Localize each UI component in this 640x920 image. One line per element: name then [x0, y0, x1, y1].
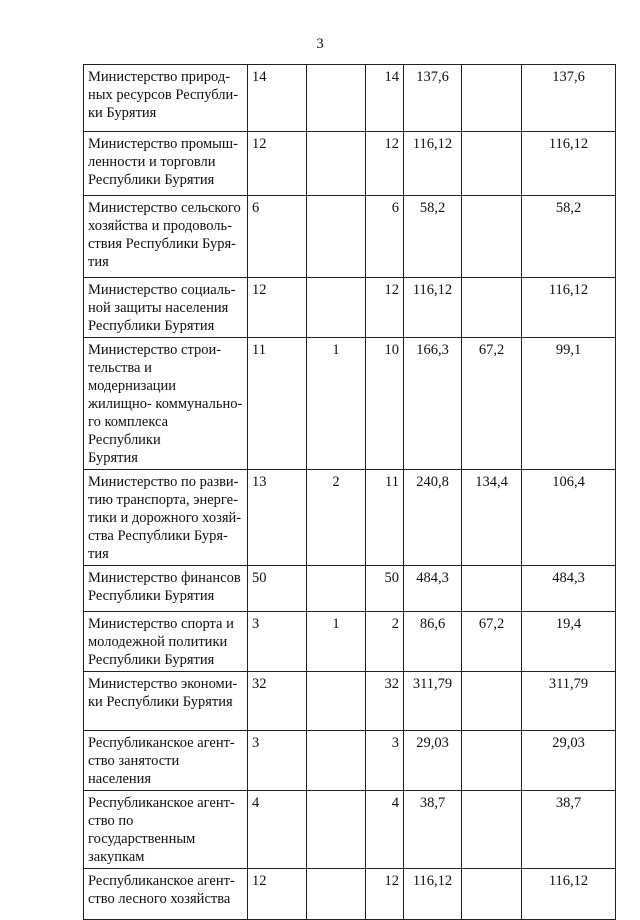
- total-cell: 3: [248, 731, 307, 791]
- total-cell: 11: [248, 338, 307, 470]
- table-row: [84, 65, 616, 132]
- deducted-cell: [307, 672, 366, 731]
- sum-deducted-cell: [462, 278, 522, 338]
- deducted-cell: 2: [307, 470, 366, 566]
- sum-cell: 38,7: [404, 791, 462, 869]
- row-name: Министерство социаль- ной защиты населения Республики Бурятия: [84, 278, 248, 338]
- sum-deducted-cell: [462, 731, 522, 791]
- final-sum-cell: 484,3: [522, 566, 616, 612]
- sum-cell: 311,79: [404, 672, 462, 731]
- final-sum-cell: 311,79: [522, 672, 616, 731]
- remaining-cell: 32: [366, 672, 404, 731]
- table-row: [84, 791, 616, 869]
- row-name: Министерство сельского хозяйства и продоволь- ствия Республики Буря- тия: [84, 196, 248, 278]
- row-name: Министерство природ- ных ресурсов Республи- ки Бурятия: [84, 65, 248, 132]
- deducted-cell: [307, 731, 366, 791]
- total-cell: 12: [248, 278, 307, 338]
- total-cell: 6: [248, 196, 307, 278]
- sum-cell: 166,3: [404, 338, 462, 470]
- allocation-table: [83, 64, 616, 920]
- total-cell: 32: [248, 672, 307, 731]
- total-cell: 3: [248, 612, 307, 672]
- sum-cell: 116,12: [404, 132, 462, 196]
- sum-deducted-cell: [462, 196, 522, 278]
- table-row: [84, 566, 616, 612]
- final-sum-cell: 137,6: [522, 65, 616, 132]
- remaining-cell: 12: [366, 869, 404, 920]
- remaining-cell: 10: [366, 338, 404, 470]
- sum-deducted-cell: [462, 65, 522, 132]
- table-row: [84, 731, 616, 791]
- sum-deducted-cell: 134,4: [462, 470, 522, 566]
- final-sum-cell: 116,12: [522, 869, 616, 920]
- total-cell: 50: [248, 566, 307, 612]
- sum-deducted-cell: [462, 566, 522, 612]
- sum-cell: 29,03: [404, 731, 462, 791]
- deducted-cell: [307, 132, 366, 196]
- table-row: [84, 470, 616, 566]
- final-sum-cell: 29,03: [522, 731, 616, 791]
- sum-deducted-cell: [462, 132, 522, 196]
- final-sum-cell: 116,12: [522, 278, 616, 338]
- row-name: Министерство строи- тельства и модернизации жилищно- коммунально- го комплекса Республики Бурятия: [84, 338, 248, 470]
- row-name: Министерство по разви- тию транспорта, энерге- тики и дорожного хозяй- ства Республики Буря- тия: [84, 470, 248, 566]
- total-cell: 13: [248, 470, 307, 566]
- deducted-cell: [307, 791, 366, 869]
- row-name: Министерство спорта и молодежной политики Республики Бурятия: [84, 612, 248, 672]
- remaining-cell: 6: [366, 196, 404, 278]
- final-sum-cell: 38,7: [522, 791, 616, 869]
- deducted-cell: [307, 566, 366, 612]
- table-row: [84, 612, 616, 672]
- table-row: [84, 196, 616, 278]
- sum-cell: 116,12: [404, 278, 462, 338]
- final-sum-cell: 99,1: [522, 338, 616, 470]
- table-row: [84, 132, 616, 196]
- table-row: [84, 338, 616, 470]
- remaining-cell: 3: [366, 731, 404, 791]
- total-cell: 14: [248, 65, 307, 132]
- total-cell: 4: [248, 791, 307, 869]
- remaining-cell: 50: [366, 566, 404, 612]
- sum-cell: 137,6: [404, 65, 462, 132]
- sum-cell: 58,2: [404, 196, 462, 278]
- total-cell: 12: [248, 132, 307, 196]
- sum-deducted-cell: [462, 672, 522, 731]
- sum-deducted-cell: 67,2: [462, 338, 522, 470]
- sum-deducted-cell: [462, 791, 522, 869]
- deducted-cell: [307, 65, 366, 132]
- final-sum-cell: 106,4: [522, 470, 616, 566]
- table-body: [84, 65, 616, 920]
- table-row: [84, 278, 616, 338]
- deducted-cell: [307, 278, 366, 338]
- remaining-cell: 12: [366, 278, 404, 338]
- row-name: Министерство финансов Республики Бурятия: [84, 566, 248, 612]
- deducted-cell: 1: [307, 338, 366, 470]
- remaining-cell: 12: [366, 132, 404, 196]
- row-name: Министерство промыш- ленности и торговли Республики Бурятия: [84, 132, 248, 196]
- sum-deducted-cell: 67,2: [462, 612, 522, 672]
- final-sum-cell: 58,2: [522, 196, 616, 278]
- deducted-cell: [307, 869, 366, 920]
- remaining-cell: 11: [366, 470, 404, 566]
- table-row: [84, 672, 616, 731]
- sum-deducted-cell: [462, 869, 522, 920]
- total-cell: 12: [248, 869, 307, 920]
- sum-cell: 240,8: [404, 470, 462, 566]
- row-name: Республиканское агент- ство по государственным закупкам: [84, 791, 248, 869]
- remaining-cell: 4: [366, 791, 404, 869]
- deducted-cell: 1: [307, 612, 366, 672]
- deducted-cell: [307, 196, 366, 278]
- final-sum-cell: 19,4: [522, 612, 616, 672]
- sum-cell: 116,12: [404, 869, 462, 920]
- remaining-cell: 14: [366, 65, 404, 132]
- sum-cell: 484,3: [404, 566, 462, 612]
- row-name: Министерство экономи- ки Республики Бурятия: [84, 672, 248, 731]
- table-row: [84, 869, 616, 920]
- row-name: Республиканское агент- ство лесного хозяйства: [84, 869, 248, 920]
- final-sum-cell: 116,12: [522, 132, 616, 196]
- row-name: Республиканское агент- ство занятости населения: [84, 731, 248, 791]
- sum-cell: 86,6: [404, 612, 462, 672]
- page-number: 3: [316, 36, 324, 52]
- remaining-cell: 2: [366, 612, 404, 672]
